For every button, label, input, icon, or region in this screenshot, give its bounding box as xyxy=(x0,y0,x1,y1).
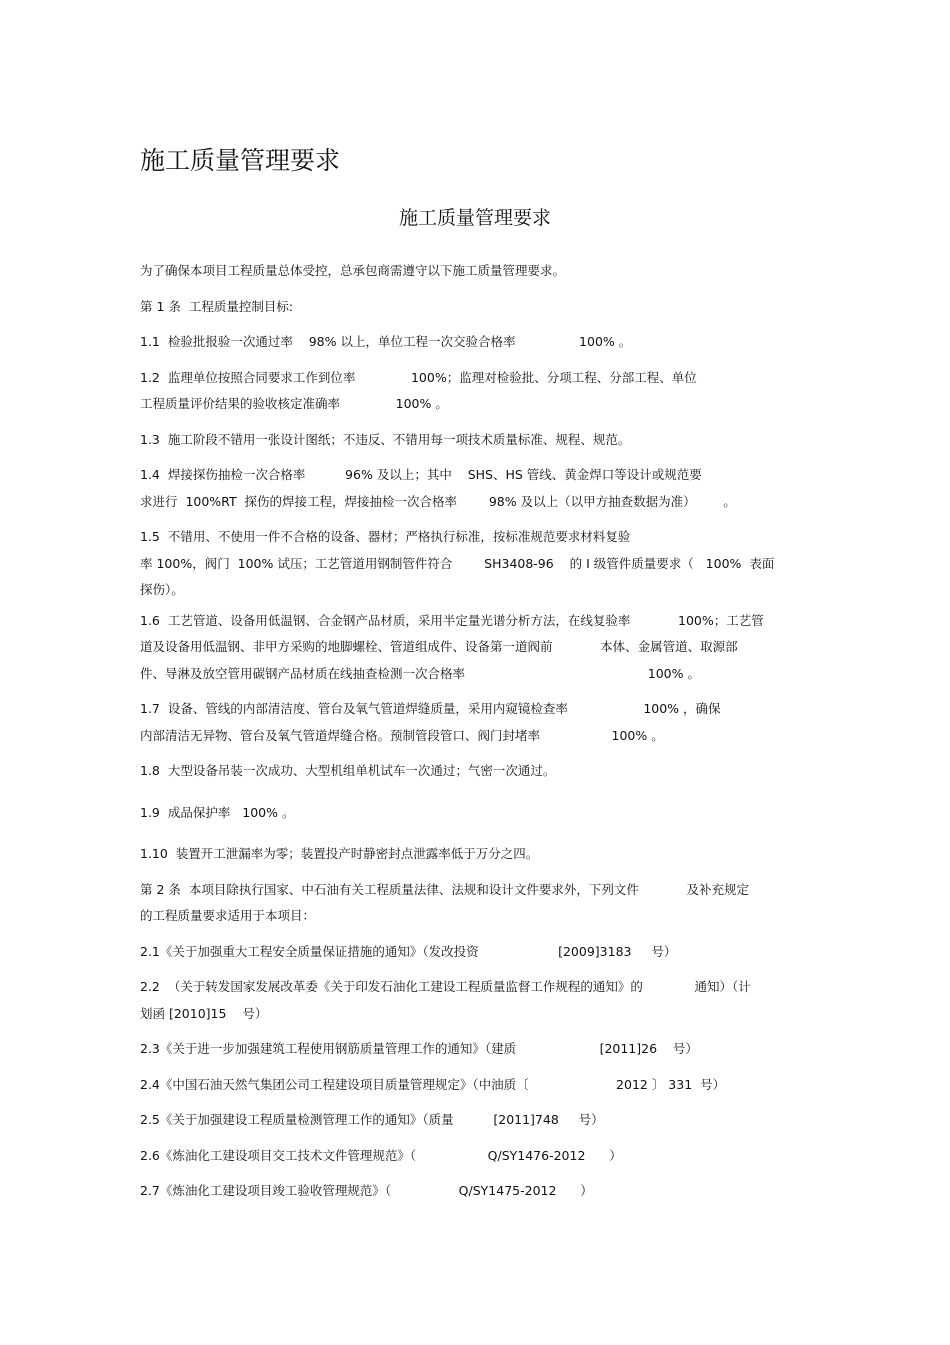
clause-2-5: 2.5《关于加强建设工程质量检测管理工作的通知》（质量 [2011]748 号） xyxy=(140,1112,604,1127)
article-1-heading: 第 1 条 工程质量控制目标: xyxy=(140,298,294,314)
clause-1-10: 1.10 装置开工泄漏率为零；装置投产时静密封点泄露率低于万分之四。 xyxy=(140,846,539,861)
clause-2-6: 2.6《炼油化工建设项目交工技术文件管理规范》（ Q/SY1476-2012 ） xyxy=(140,1147,622,1163)
clause-2-3: 2.3《关于进一步加强建筑工程使用钢筋质量管理工作的通知》（建质 [2011]26 号） xyxy=(140,1041,698,1056)
section-title: 施工质量管理要求 xyxy=(398,207,551,229)
document-title: 施工质量管理要求 xyxy=(140,146,341,175)
clause-1-8: 1.8 大型设备吊装一次成功、大型机组单机试车一次通过；气密一次通过。 xyxy=(140,763,556,778)
intro-paragraph: 为了确保本项目工程质量总体受控，总承包商需遵守以下施工质量管理要求。 xyxy=(140,263,566,278)
clause-2-2: 2.2 （关于转发国家发展改革委《关于印发石油化工建设工程质量监督工作规程的通知》的 通知）（计 划函 [2010]15 号） xyxy=(140,979,751,1021)
clause-1-4: 1.4 焊接探伤抽检一次合格率 96% 及以上；其中 SHS、HS 管线、黄金焊口等设计或规范要 求进行 100%RT 探伤的焊接工程，焊接抽检一次合格率 98% 及以上（以甲方抽查数据为准） 。 xyxy=(140,467,736,509)
clause-2-7: 2.7《炼油化工建设项目竣工验收管理规范》（ Q/SY1475-2012 ） xyxy=(140,1183,593,1198)
clause-2-4: 2.4《中国石油天然气集团公司工程建设项目质量管理规定》（中油质〔 2012 〕 331 号） xyxy=(140,1076,726,1092)
document-body xyxy=(140,258,805,1214)
clause-2-1: 2.1《关于加强重大工程安全质量保证措施的通知》（发改投资 [2009]3183 号） xyxy=(140,943,677,959)
clause-1-2: 1.2 监理单位按照合同要求工作到位率 100%；监理对检验批、分项工程、分部工程、单位 工程质量评价结果的验收核定准确率 100% 。 xyxy=(140,369,697,411)
article-2-heading: 第 2 条 本项目除执行国家、中石油有关工程质量法律、法规和设计文件要求外，下列文件 及补充规定 的工程质量要求适用于本项目： xyxy=(140,881,750,923)
clause-1-5: 1.5 不错用、不使用一件不合格的设备、器材；严格执行标准，按标准规范要求材料复验 率 100%，阀门 100% 试压；工艺管道用钢制管件符合 SH3408-96 的 Ⅰ 级管件质量要求（ 100% 表面 探伤）。 xyxy=(140,529,775,597)
clause-1-7: 1.7 设备、管线的内部清洁度、管台及氧气管道焊缝质量，采用内窥镜检查率 100% ，确保 内部清洁无异物、管台及氧气管道焊缝合格。预制管段管口、阀门封堵率 100% 。 xyxy=(140,701,721,743)
clause-1-6: 1.6 工艺管道、设备用低温钢、合金钢产品材质，采用半定量光谱分析方法，在线复验率 100%；工艺管 道及设备用低温钢、非甲方采购的地脚螺栓、管道组成件、设备第一道阀前 本体、金属管道、取源部 件、导淋及放空管用碳钢产品材质在线抽查检测一次合格率 100% 。 xyxy=(140,612,764,681)
clause-1-3: 1.3 施工阶段不错用一张设计图纸；不违反、不错用每一项技术质量标准、规程、规范。 xyxy=(140,431,631,447)
clause-1-1: 1.1 检验批报验一次通过率 98% 以上，单位工程一次交验合格率 100% 。 xyxy=(140,334,632,349)
clause-1-9: 1.9 成品保护率 100% 。 xyxy=(140,804,295,820)
